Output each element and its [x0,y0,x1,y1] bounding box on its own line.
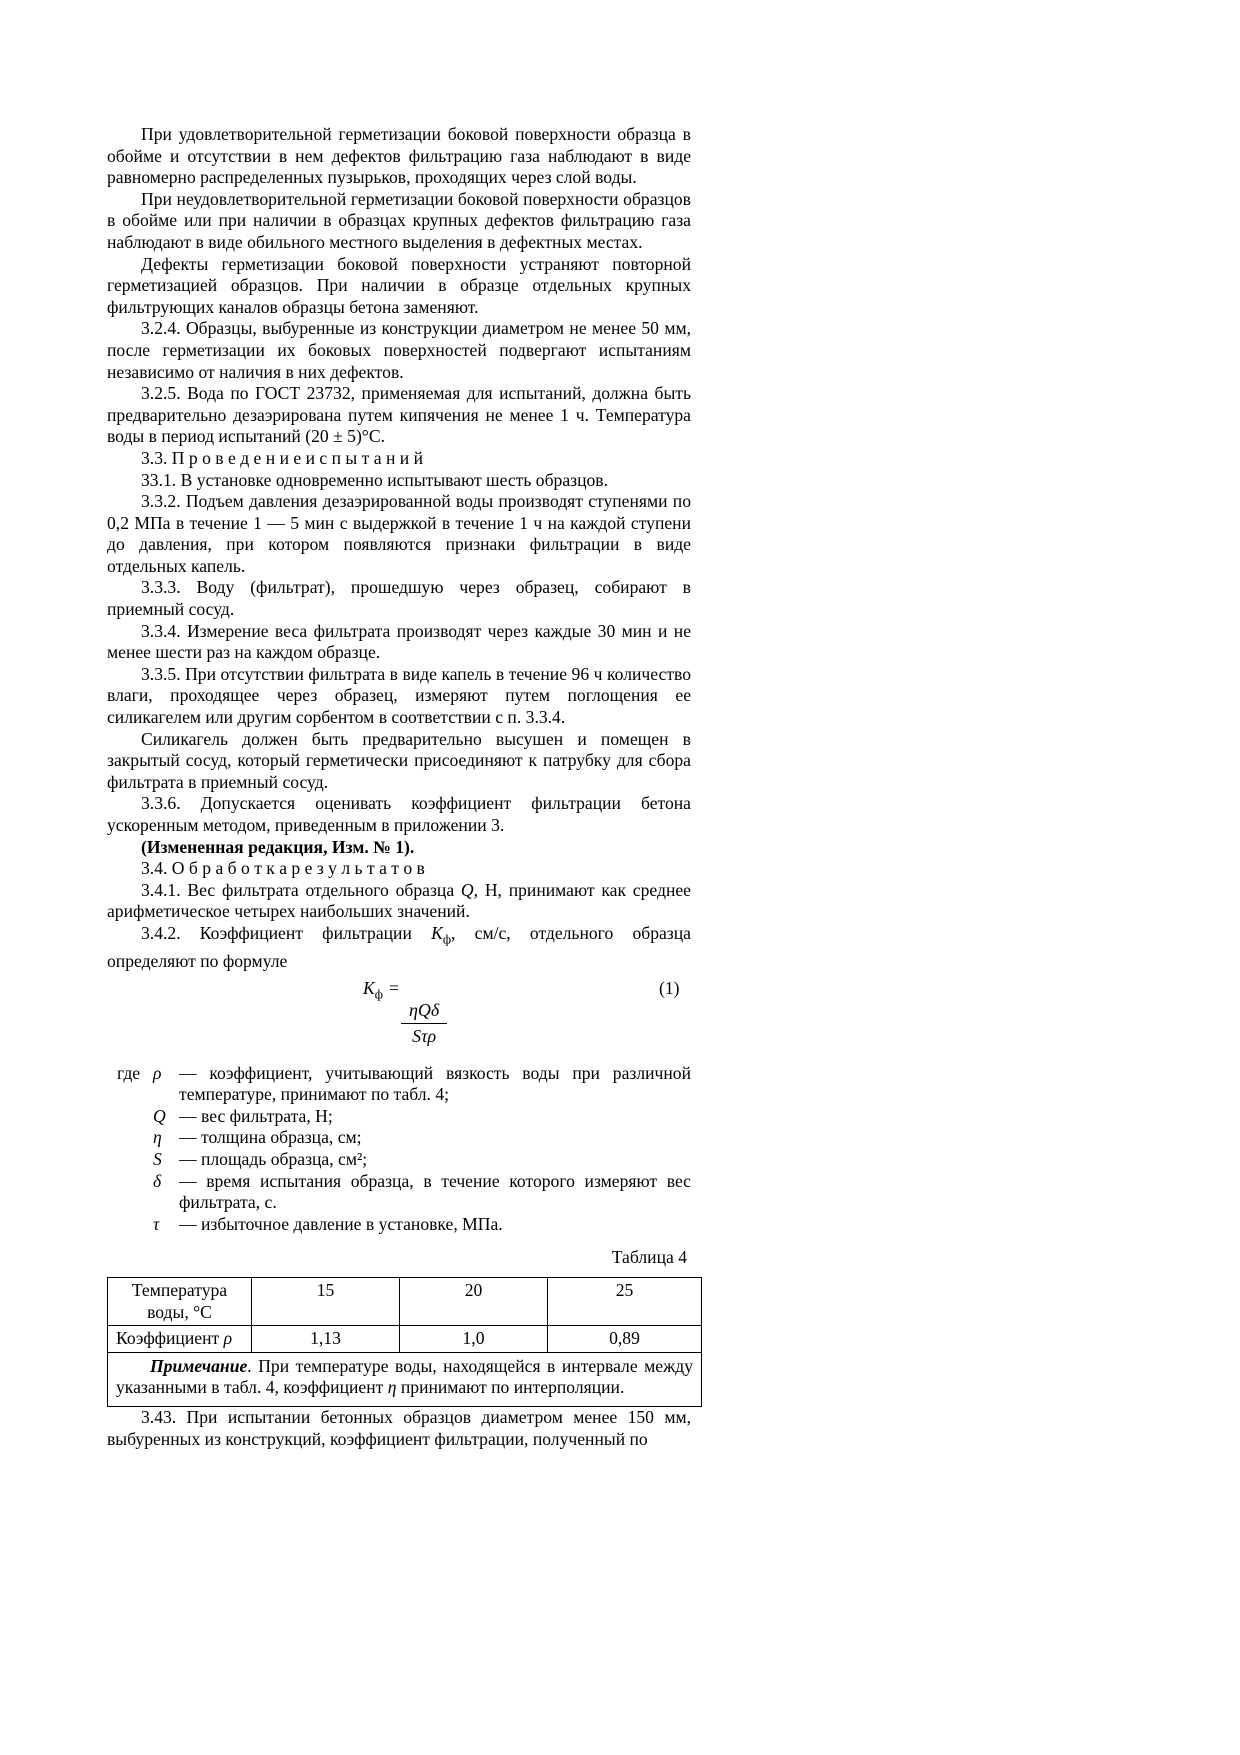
paragraph-3-3-5: 3.3.5. При отсутствии фильтрата в виде капель в течение 96 ч количество влаги, проходящее через образец, измеряют путем поглощения ее силикагелем или другим сорбентом в соответствии с п. 3.3.4. [107,663,691,728]
table-coefficient-value: 1,13 [252,1326,400,1353]
definitions-lead-spacer [117,1214,153,1236]
paragraph-3-4-1-text: 3.4.1. Вес фильтрата отдельного образца [141,879,461,900]
table-coefficient-value: 0,89 [548,1326,702,1353]
definition-item [117,1214,691,1236]
table-row-note [108,1352,702,1406]
paragraph-3-4-2-text-cont: , см/с, отдельного образца определяют по формуле [107,922,691,972]
variable-q: Q [460,879,474,900]
definition-item [117,1106,691,1128]
paragraph-3-3-3: 3.3.3. Воду (фильтрат), прошедшую через образец, собирают в приемный сосуд. [107,577,691,620]
table-temp-value: 25 [548,1278,702,1326]
paragraph-3-2-4: 3.2.4. Образцы, выбуренные из конструкции диаметром не менее 50 мм, после герметизации их боковых поверхностей подвергают испытаниям независимо от наличия в них дефектов. [107,318,691,382]
paragraph-silica-gel: Силикагель должен быть предварительно высушен и помещен в закрытый сосуд, который герметически присоединяют к патрубку для сбора фильтрата в приемный сосуд. [107,728,691,792]
formula-block [107,973,691,1061]
table-coefficient-label [108,1326,252,1353]
symbol-q: Q [153,1105,166,1126]
note-lead-word: Примечание [150,1355,248,1376]
heading-3-3-carrying-out-tests: 3.3. П р о в е д е н и е и с п ы т а н и й [141,447,423,468]
definition-item [117,1149,691,1171]
table-row-coefficient [108,1326,702,1353]
paragraph-3-3-2: 3.3.2. Подъем давления дезаэрированной воды производят ступенями по 0,2 МПа в течение 1 — 5 мин с выдержкой в течение 1 ч на каждой ступени до давления, при котором появляются признаки фильтрации в виде отдельных капель. [107,491,691,576]
definition-text: — толщина образца, см; [179,1127,362,1148]
note-text: . При температуре воды, находящейся в интервале между указанными в табл. 4, коэффициент [116,1355,693,1398]
paragraph-defects-fix: Дефекты герметизации боковой поверхности устраняют повторной герметизацией образцов. При наличии в образце отдельных крупных фильтрующих каналов образцы бетона заменяют. [107,253,691,317]
equation-number: (1) [659,977,680,998]
definition-text: — площадь образца, см²; [179,1149,368,1170]
formula-lhs [363,978,399,1006]
definitions-lead-spacer [117,1171,153,1214]
variable-kf: K [431,922,443,943]
note-text-cont: принимают по интерполяции. [396,1377,625,1398]
table-row-header [108,1278,702,1326]
symbol-s: S [153,1149,162,1170]
definition-item [117,1171,691,1214]
paragraph-3-3-6: 3.3.6. Допускается оценивать коэффициент фильтрации бетона ускоренным методом, приведенным в приложении 3. [107,793,691,835]
paragraph-sealing-bad: При неудовлетворительной герметизации боковой поверхности образцов в обойме или при наличии в образцах крупных дефектов фильтрацию газа наблюдают в виде обильного местного выделения в дефектных местах. [107,188,691,252]
paragraph-3-4-2-text: 3.4.2. Коэффициент фильтрации [141,922,432,943]
fraction-denominator: Sτρ [412,1026,437,1047]
table-4 [107,1277,702,1407]
paragraph-3-3-1: 33.1. В установке одновременно испытывают шесть образцов. [141,469,608,490]
paragraph-3-4-2 [107,923,691,973]
paragraph-3-4-1-text-cont: , Н, принимают как среднее арифметическое четырех наибольших значений. [107,879,691,922]
fraction-numerator: ηQδ [401,1000,447,1025]
definition-text: — время испытания образца, в течение которого измеряют вес фильтрата, с. [179,1170,691,1213]
table-temp-value: 15 [252,1278,400,1326]
paragraph-3-4-3: 3.43. При испытании бетонных образцов диаметром менее 150 мм, выбуренных из конструкций, коэффициент фильтрации, полученный по [107,1406,691,1449]
paragraph-3-2-5: 3.2.5. Вода по ГОСТ 23732, применяемая для испытаний, должна быть предварительно дезаэрирована путем кипячения не менее 1 ч. Температура воды в период испытаний (20 ± 5)°С. [107,383,691,447]
paragraph-3-4-1 [107,880,691,923]
table-note [108,1352,702,1406]
definition-text: — коэффициент, учитывающий вязкость воды при различной температуре, принимают по табл. 4; [179,1062,691,1105]
symbol-tau: τ [153,1213,160,1234]
paragraph-3-3-4: 3.3.4. Измерение веса фильтрата производят через каждые 30 мин и не менее шести раз на каждом образце. [107,620,691,663]
formula-fraction [401,1000,447,1048]
table-temp-value: 20 [400,1278,548,1326]
paragraph-amendment-note: (Измененная редакция, Изм. № 1). [141,836,415,857]
table-header-temperature: Температура воды, °С [108,1278,252,1326]
definitions-lead-spacer [117,1149,153,1171]
symbol-delta: δ [153,1170,162,1191]
definition-text: — избыточное давление в установке, МПа. [179,1213,503,1234]
definitions-lead-word: где [117,1062,141,1083]
definitions-lead-spacer [117,1127,153,1149]
variable-kf: K [363,977,375,998]
heading-3-4-processing-results: 3.4. О б р а б о т к а р е з у л ь т а т о в [141,858,425,879]
definition-text: — вес фильтрата, Н; [179,1105,333,1126]
table-caption: Таблица 4 [611,1247,687,1268]
variable-kf-subscript: ф [442,932,452,947]
definition-item [117,1127,691,1149]
definition-item [117,1063,691,1106]
definitions-lead-spacer [117,1106,153,1128]
equals-sign: = [388,977,399,998]
symbol-definitions [107,1063,691,1236]
table-coefficient-value: 1,0 [400,1326,548,1353]
symbol-rho: ρ [223,1328,233,1349]
symbol-eta: η [387,1377,397,1398]
variable-kf-subscript: ф [374,987,383,1002]
symbol-eta: η [153,1127,162,1148]
document-content [107,124,691,1450]
symbol-rho: ρ [153,1062,162,1083]
coefficient-word: Коэффициент [116,1328,224,1349]
paragraph-sealing-ok: При удовлетворительной герметизации боковой поверхности образца в обойме и отсутствии в нем дефектов фильтрацию газа наблюдают в виде равномерно распределенных пузырьков, проходящих через слой воды. [107,124,691,188]
